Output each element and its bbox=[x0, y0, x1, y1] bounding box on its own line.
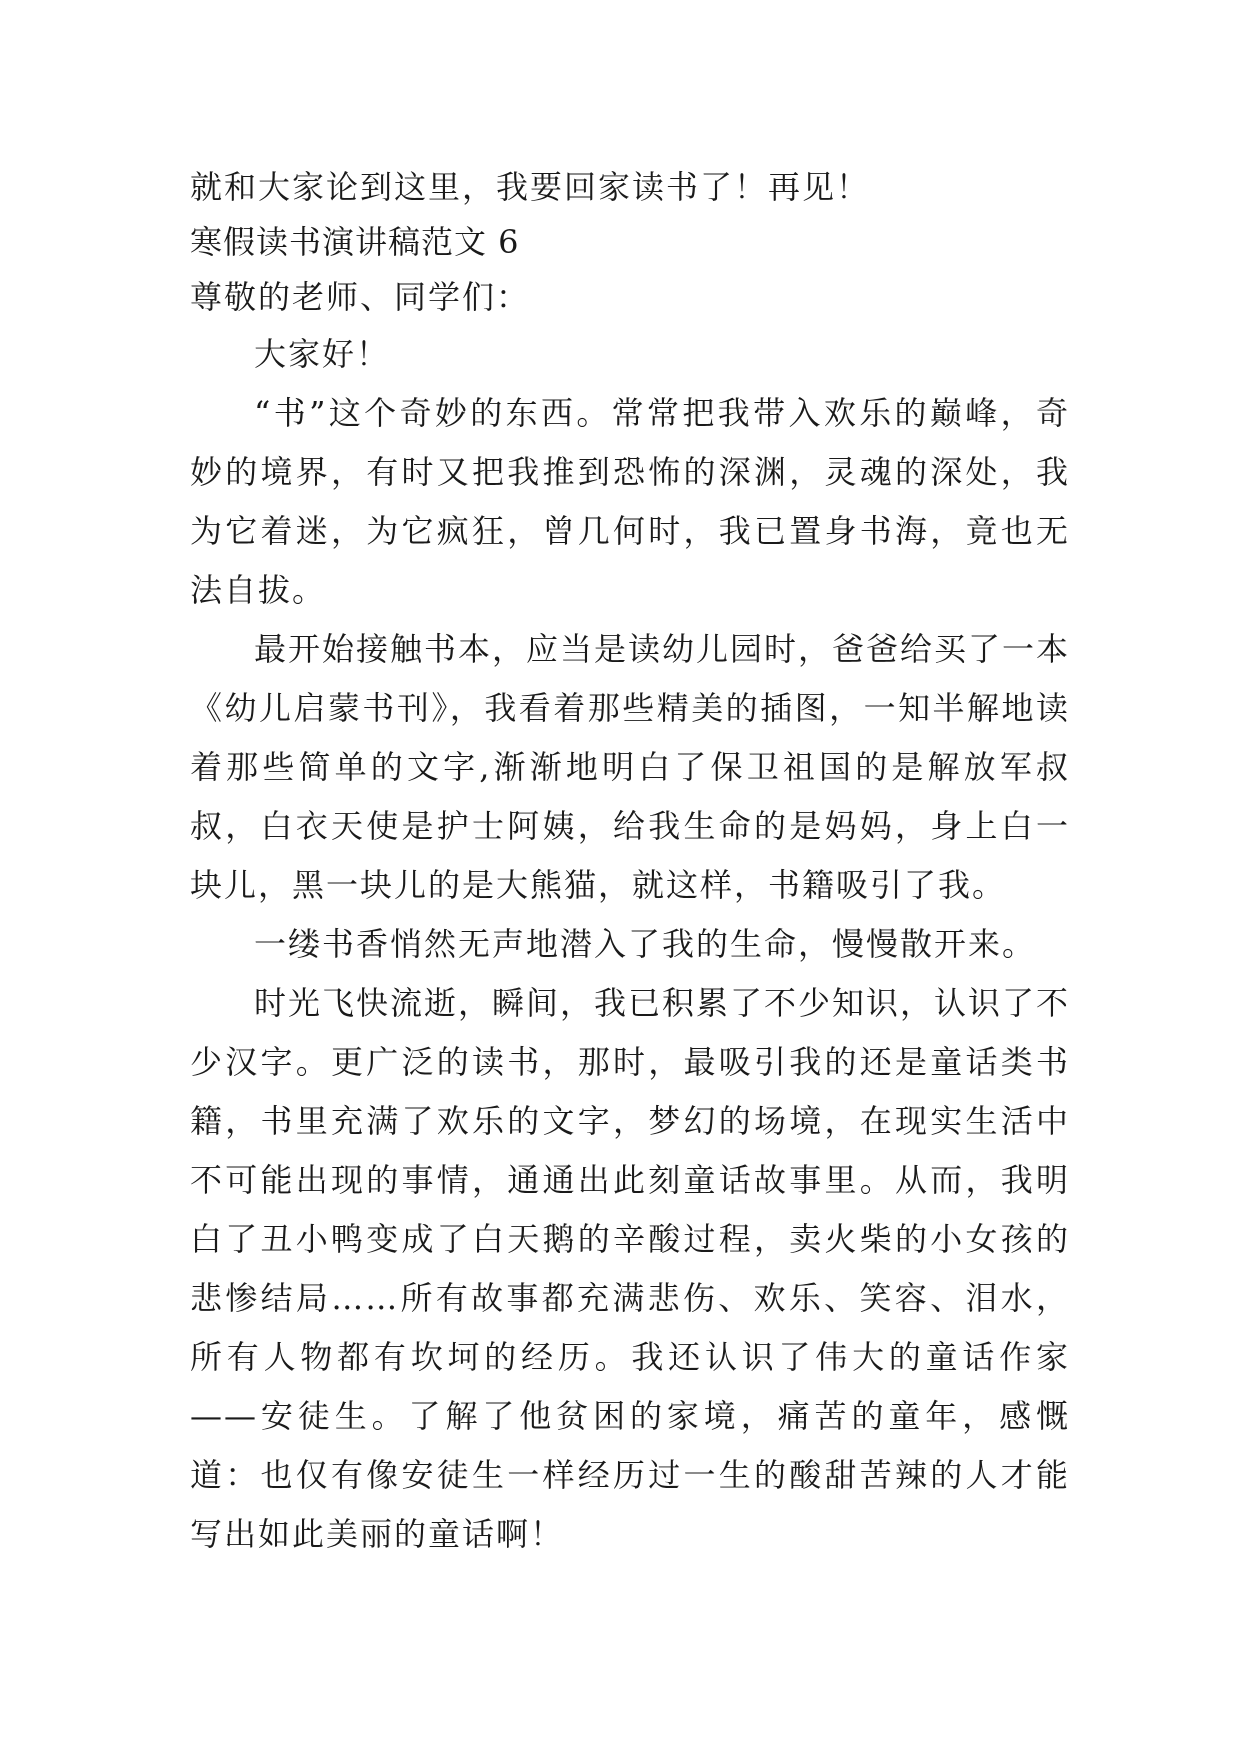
paragraph-1: “书”这个奇妙的东西。常常把我带入欢乐的巅峰，奇妙的境界，有时又把我推到恐怖的深渊，灵魂的深处，我为它着迷，为它疯狂，曾几何时，我已置身书海，竟也无法自拔。 bbox=[190, 394, 1070, 609]
paragraph-4: 时光飞快流逝，瞬间，我已积累了不少知识，认识了不少汉字。更广泛的读书，那时，最吸引我的还是童话类书籍，书里充满了欢乐的文字，梦幻的场境，在现实生活中不可能出现的事情，通通出此刻童话故事里。从而，我明白了丑小鸭变成了白天鹅的辛酸过程，卖火柴的小女孩的悲惨结局……所有故事都充满悲伤、欢乐、笑容、泪水，所有人物都有坎坷的经历。我还认识了伟大的童话作家——安徒生。了解了他贫困的家境，痛苦的童年，感慨道：也仅有像安徒生一样经历过一生的酸甜苦辣的人才能写出如此美丽的童话啊！ bbox=[190, 984, 1071, 1553]
closing-line: 就和大家论到这里，我要回家读书了！再见！ bbox=[190, 168, 871, 206]
speech-title: 寒假读书演讲稿范文 6 bbox=[190, 223, 520, 261]
salutation: 尊敬的老师、同学们： bbox=[190, 278, 531, 316]
document-body bbox=[190, 160, 1070, 1564]
greeting: 大家好！ bbox=[254, 335, 391, 373]
paragraph-2: 最开始接触书本，应当是读幼儿园时，爸爸给买了一本《幼儿启蒙书刊》，我看着那些精美的插图，一知半解地读着那些简单的文字,渐渐地明白了保卫祖国的是解放军叔叔，白衣天使是护士阿姨，给我生命的是妈妈，身上白一块儿，黑一块儿的是大熊猫，就这样，书籍吸引了我。 bbox=[190, 630, 1071, 904]
paragraph-3: 一缕书香悄然无声地潜入了我的生命，慢慢散开来。 bbox=[254, 925, 1037, 963]
